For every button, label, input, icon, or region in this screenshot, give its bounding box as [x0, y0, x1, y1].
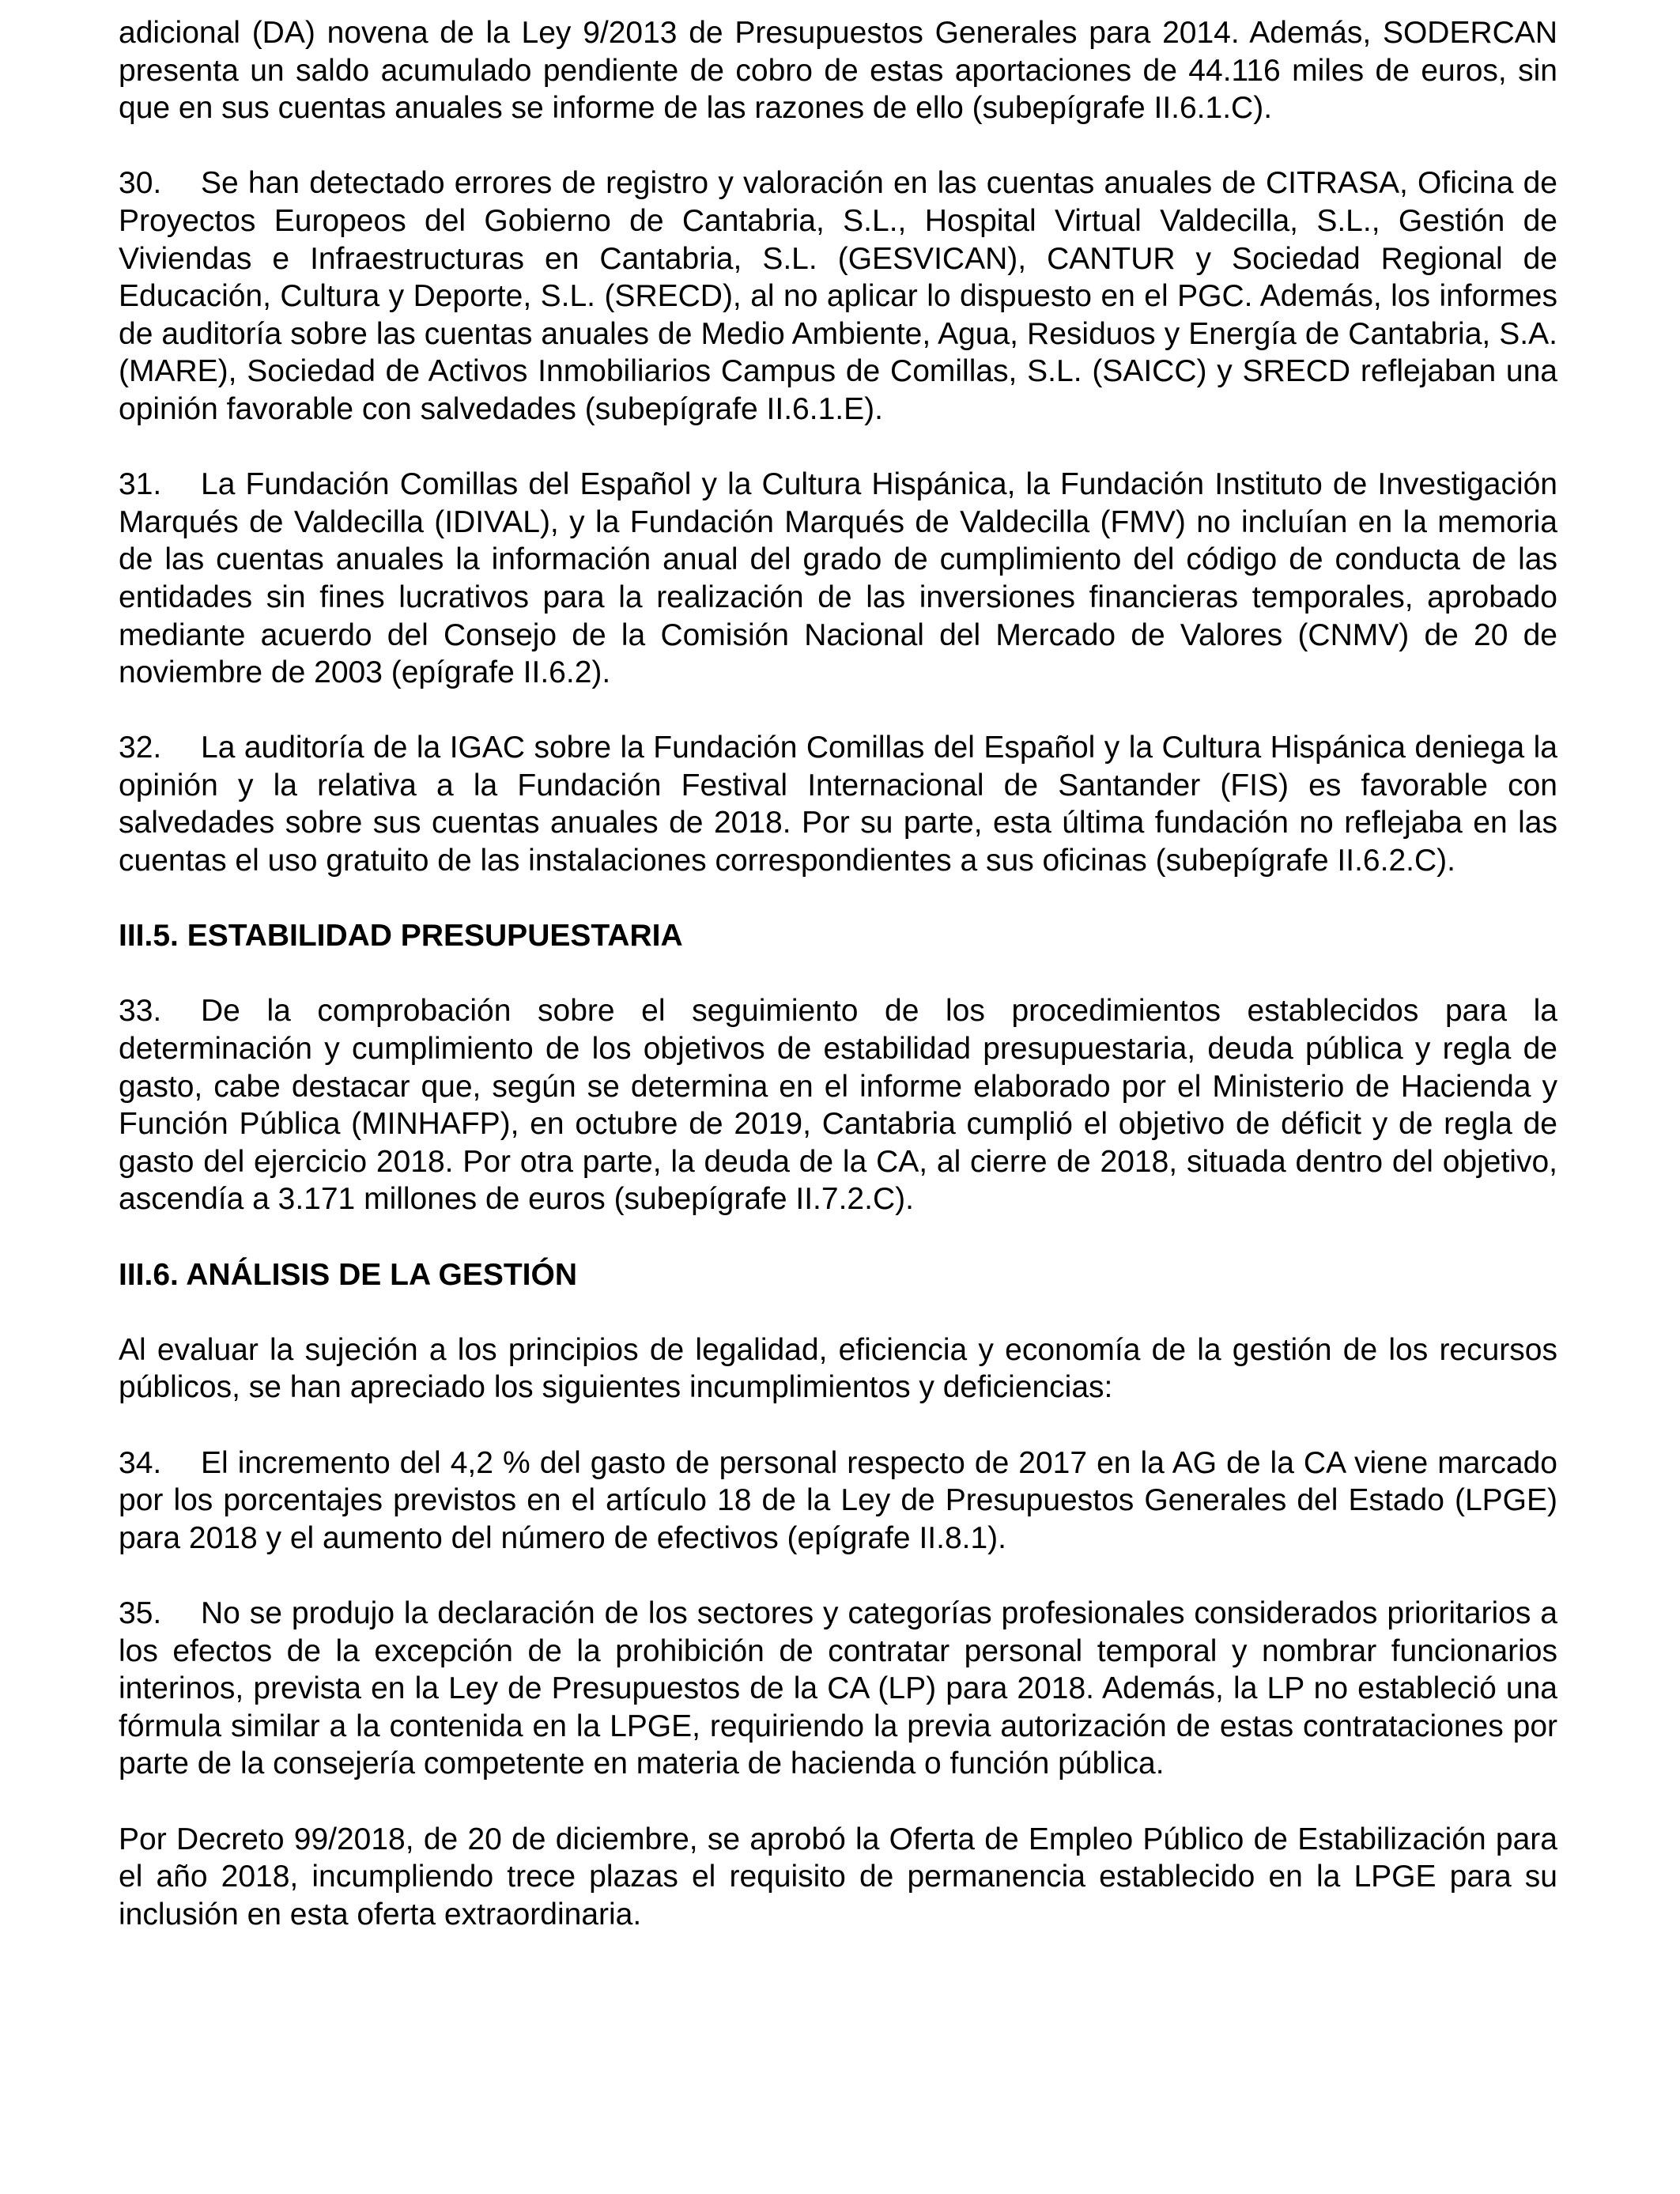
paragraph-text: Al evaluar la sujeción a los principios de legalidad, eficiencia y economía de la gestión de los recursos públicos, se han apreciado los siguientes incumplimientos y deficiencias: — [119, 1332, 1557, 1405]
paragraph-number: 34. — [119, 1445, 162, 1480]
paragraph-35 — [119, 1595, 1557, 1783]
paragraph-text: El incremento del 4,2 % del gasto de personal respecto de 2017 en la AG de la CA viene marcado por los porcentajes previstos en el artículo 18 de la Ley de Presupuestos Generales del Estado (LPGE) para 2018 y el aumento del número de efectivos (epígrafe II.8.1). — [119, 1445, 1557, 1555]
paragraph-continuation — [119, 14, 1557, 127]
paragraph-text: Por Decreto 99/2018, de 20 de diciembre, se aprobó la Oferta de Empleo Público de Estabilización para el año 2018, incumpliendo trece plazas el requisito de permanencia establecido en la LPGE para su inclusión en esta oferta extraordinaria. — [119, 1822, 1557, 1932]
paragraph-intro — [119, 1331, 1557, 1407]
paragraph-number: 35. — [119, 1595, 162, 1630]
paragraph-text: La auditoría de la IGAC sobre la Fundación Comillas del Español y la Cultura Hispánica deniega la opinión y la relativa a la Fundación Festival Internacional de Santander (FIS) es favorable con salvedades sobre sus cuentas anuales de 2018. Por su parte, esta última fundación no reflejaba en las cuentas el uso gratuito de las instalaciones correspondientes a sus oficinas (subepígrafe II.6.2.C). — [119, 731, 1557, 878]
paragraph-text: No se produjo la declaración de los sectores y categorías profesionales considerados prioritarios a los efectos de la excepción de la prohibición de contratar personal temporal y nombrar funcionarios interinos, prevista en la Ley de Presupuestos de la CA (LP) para 2018. Además, la LP no estableció una fórmula similar a la contenida en la LPGE, requiriendo la previa autorización de estas contrataciones por parte de la consejería competente en materia de hacienda o función pública. — [119, 1595, 1557, 1781]
paragraph-33 — [119, 992, 1557, 1218]
paragraph-text: La Fundación Comillas del Español y la Cultura Hispánica, la Fundación Instituto de Investigación Marqués de Valdecilla (IDIVAL), y la Fundación Marqués de Valdecilla (FMV) no incluían en la memoria de las cuentas anuales la información anual del grado de cumplimiento del código de conducta de las entidades sin fines lucrativos para la realización de las inversiones financieras temporales, aprobado mediante acuerdo del Consejo de la Comisión Nacional del Mercado de Valores (CNMV) de 20 de noviembre de 2003 (epígrafe II.6.2). — [119, 467, 1557, 690]
paragraph-text: Se han detectado errores de registro y valoración en las cuentas anuales de CITRASA, Oficina de Proyectos Europeos del Gobierno de Cantabria, S.L., Hospital Virtual Valdecilla, S.L., Gestión de Viviendas e Infraestructuras en Cantabria, S.L. (GESVICAN), CANTUR y Sociedad Regional de Educación, Cultura y Deporte, S.L. (SRECD), al no aplicar lo dispuesto en el PGC. Además, los informes de auditoría sobre las cuentas anuales de Medio Ambiente, Agua, Residuos y Energía de Cantabria, S.A. (MARE), Sociedad de Activos Inmobiliarios Campus de Comillas, S.L. (SAICC) y SRECD reflejaban una opinión favorable con salvedades (subepígrafe II.6.1.E). — [119, 166, 1557, 426]
paragraph-number: 33. — [119, 994, 162, 1029]
paragraph-34 — [119, 1444, 1557, 1558]
paragraph-text: adicional (DA) novena de la Ley 9/2013 de Presupuestos Generales para 2014. Además, SODERCAN presenta un saldo acumulado pendiente de cobro de estas aportaciones de 44.116 miles de euros, sin que en sus cuentas anuales se informe de las razones de ello (subepígrafe II.6.1.C). — [119, 16, 1557, 126]
section-heading-analisis: III.6. ANÁLISIS DE LA GESTIÓN — [119, 1257, 578, 1292]
paragraph-30 — [119, 164, 1557, 428]
paragraph-32 — [119, 729, 1557, 879]
paragraph-decreto — [119, 1821, 1557, 1934]
section-heading-estabilidad: III.5. ESTABILIDAD PRESUPUESTARIA — [119, 919, 683, 954]
paragraph-number: 32. — [119, 731, 162, 765]
document-page — [119, 14, 1557, 1971]
paragraph-number: 30. — [119, 166, 162, 201]
paragraph-31 — [119, 466, 1557, 692]
paragraph-text: De la comprobación sobre el seguimiento de los procedimientos establecidos para la determinación y cumplimiento de los objetivos de estabilidad presupuestaria, deuda pública y regla de gasto, cabe destacar que, según se determina en el informe elaborado por el Ministerio de Hacienda y Función Pública (MINHAFP), en octubre de 2019, Cantabria cumplió el objetivo de déficit y de regla de gasto del ejercicio 2018. Por otra parte, la deuda de la CA, al cierre de 2018, situada dentro del objetivo, ascendía a 3.171 millones de euros (subepígrafe II.7.2.C). — [119, 994, 1557, 1217]
paragraph-number: 31. — [119, 467, 162, 502]
